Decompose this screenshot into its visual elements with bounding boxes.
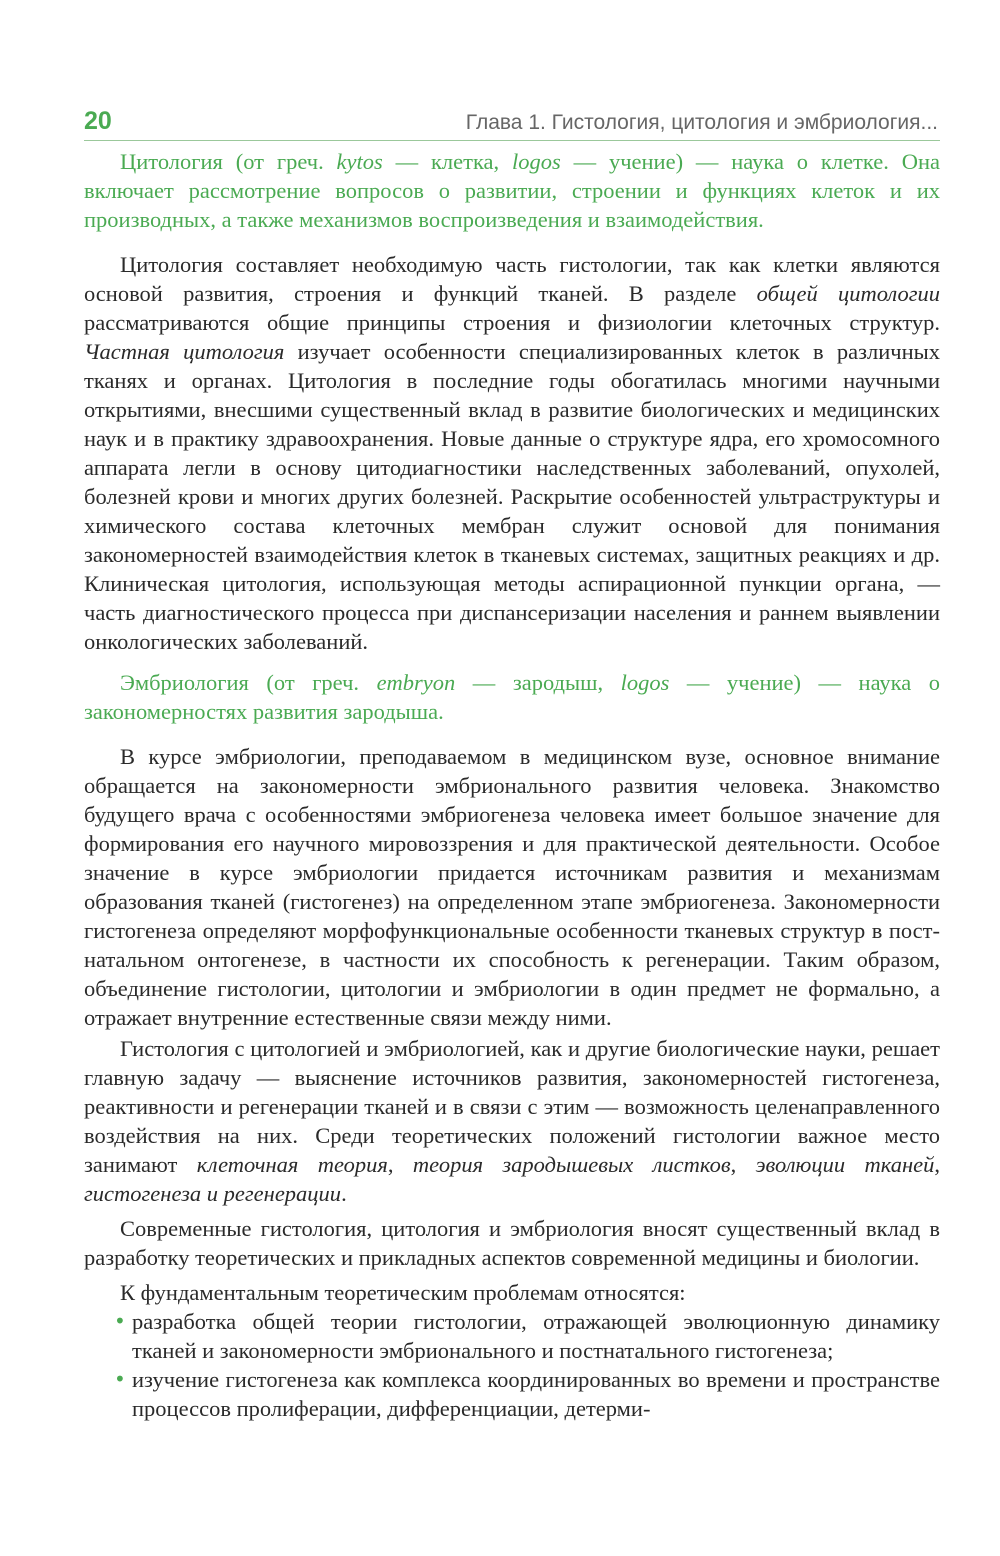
- running-head: [84, 100, 940, 141]
- embryology-definition: [84, 668, 940, 726]
- term-tissue-evolution: эволюции тканей: [755, 1152, 935, 1177]
- embryology-definition-text-2: — зародыш,: [455, 670, 621, 695]
- term-general-cytology: общей цитологии: [756, 281, 941, 306]
- histology-paragraph-text-5: .: [341, 1181, 347, 1206]
- term-logos-2: logos: [620, 670, 670, 695]
- term-histogenesis-regeneration: гистогенеза и регенерации: [84, 1181, 342, 1206]
- histology-paragraph-text-4: ,: [934, 1152, 940, 1177]
- list-item: [84, 1307, 940, 1365]
- embryology-paragraph: В курсе эмбриологии, преподаваемом в медицинском вузе, основное внимание обращается на закономерности эмбрионального развития человека. Знакомство будущего врача с особенностями эмбриогенеза человека имеет большое значение для формирования его научного мировоззрения и для практической деятельности. Особое значение в курсе эмбриологии придается источникам развития и механизмам образования тканей (гистогенез) на определенном этапе эмбриогенеза. Закономерности гистогенеза определяют морфофункциональные особенности тканевых структур в постнатальном онтогенезе, в частности их способность к регенерации. Таким образом, объединение гистологии, цитологии и эмбриологии в один предмет не формально, а отражает внутренние естественные связи между ними.: [84, 744, 940, 1030]
- cytology-definition-text-1: Цитология (от греч.: [120, 149, 337, 174]
- term-embryon: embryon: [376, 670, 456, 695]
- cytology-definition-text-2: — клетка,: [382, 149, 512, 174]
- cytology-paragraph-text-2: рассматриваются общие принципы строения и физиологии клеточных структур.: [84, 310, 940, 335]
- cytology-paragraph-text-3: изучает особенности специализированных клеток в различных тканях и органах. Цитология в последние годы обогатилась многими научными открытиями, внесшими существенный вклад в развитие биологических и медицинских наук и в практику здравоохранения. Новые данные о структуре ядра, его хромосомного аппарата легли в основу цитодиагностики наследственных заболеваний, опухолей, болезней крови и многих других болезней. Раскрытие особенностей ультраструктуры и химического состава клеточных мембран служит основой для понимания закономерностей взаимодействия клеток в тканевых системах, защитных реакциях и др. Клиническая цитология, использующая методы аспирационной пункции органа, — часть диагностического процесса при диспансеризации населения и раннем выявлении онкологических заболеваний.: [84, 339, 940, 654]
- list-item-text: изучение гистогенеза как комплекса координированных во времени и пространстве процессов пролиферации, дифференциации, детерми-: [132, 1367, 940, 1421]
- bullet-icon: •: [114, 1309, 126, 1333]
- embryology-definition-text-3: — учение) — наука о закономерностях развития зародыша.: [84, 670, 941, 724]
- modern-paragraph: Современные гистология, цитология и эмбриология вносят существенный вклад в разработку теоретических и прикладных аспектов современной медицины и биологии.: [84, 1216, 940, 1270]
- problems-list: [84, 1307, 940, 1423]
- bullet-icon: •: [114, 1367, 126, 1391]
- histology-paragraph-text-1: Гистология с цитологией и эмбриологией, как и другие биологические науки, решает главную задачу — выяснение источников развития, закономерностей гистогенеза, реактивности и регенерации тканей и в связи с этим — возможность целенаправленного воздействия на них. Среди теоретических положений гистологии важное место занимают: [84, 1036, 940, 1177]
- term-cell-theory: клеточная теория: [196, 1152, 388, 1177]
- cytology-definition-text-3: — учение) — наука о клетке. Она включает рассмотрение вопросов о развитии, строении и функциях клеток и их производных, а также механизмов воспроизведения и взаимодействия.: [84, 149, 940, 232]
- term-special-cytology: Частная цитология: [84, 339, 285, 364]
- term-logos: logos: [512, 149, 561, 174]
- page: [84, 100, 940, 1423]
- histology-paragraph-text-2: ,: [387, 1152, 413, 1177]
- cytology-paragraph: [84, 250, 940, 656]
- term-germ-layer-theory: теория зародышевых листков: [412, 1152, 731, 1177]
- cytology-paragraph-text-1: Цитология составляет необходимую часть гистологии, так как клетки являются основой развития, строения и функций тканей. В разделе: [84, 252, 940, 306]
- problems-intro: К фундаментальным теоретическим проблемам относятся:: [120, 1280, 686, 1305]
- cytology-definition: [84, 147, 940, 234]
- page-number: 20: [84, 107, 112, 135]
- list-item: [84, 1365, 940, 1423]
- embryology-definition-text-1: Эмбриология (от греч.: [120, 670, 377, 695]
- list-item-text: разработка общей теории гистологии, отражающей эволюционную динамику тканей и закономерности эмбрионального и постнатального гистогенеза;: [132, 1309, 940, 1363]
- histology-paragraph: [84, 1034, 940, 1208]
- histology-paragraph-text-3: ,: [730, 1152, 756, 1177]
- chapter-title: Глава 1. Гистология, цитология и эмбриология...: [465, 111, 938, 134]
- term-kytos: kytos: [336, 149, 383, 174]
